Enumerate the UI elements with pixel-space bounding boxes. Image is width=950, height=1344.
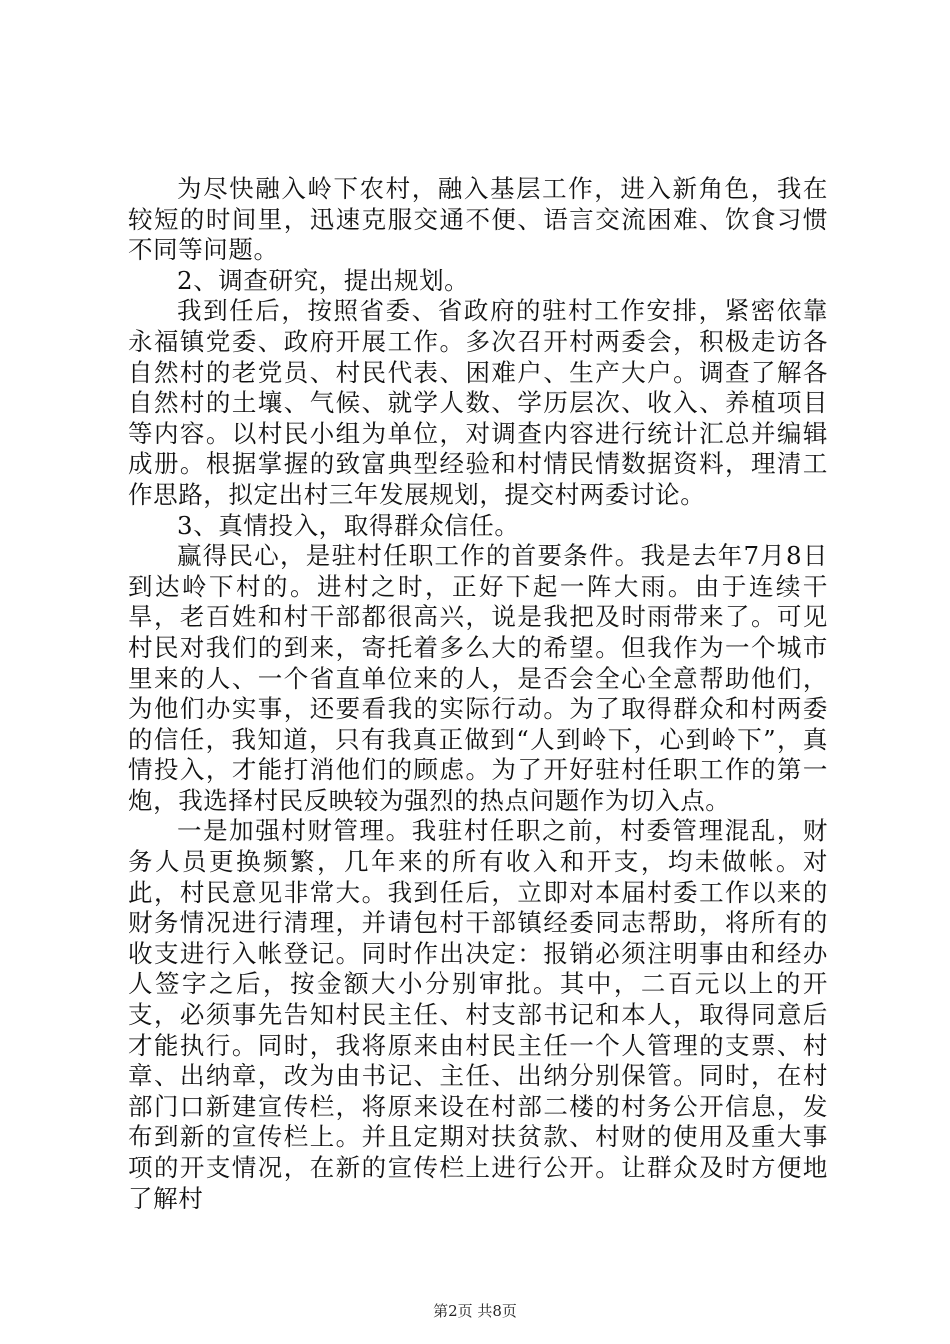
page-number-footer: 第2页 共8页 [433,1302,517,1320]
document-body [128,174,828,1214]
paragraph-integration: 为尽快融入岭下农村，融入基层工作，进入新角色，我在较短的时间里，迅速克服交通不便、语言交流困难、饮食习惯不同等问题。 [128,174,828,265]
heading-research-planning: 2、调查研究，提出规划。 [177,265,470,295]
paragraph-finance-management: 一是加强村财管理。我驻村任职之前，村委管理混乱，财务人员更换频繁，几年来的所有收入和开支，均未做帐。对此，村民意见非常大。我到任后，立即对本届村委工作以来的财务情况进行清理，并请包村干部镇经委同志帮助，将所有的收支进行入帐登记。同时作出决定：报销必须注明事由和经办人签字之后，按金额大小分别审批。其中，二百元以上的开支，必须事先告知村民主任、村支部书记和本人，取得同意后才能执行。同时，我将原来由村民主任一个人管理的支票、村章、出纳章，改为由书记、主任、出纳分别保管。同时，在村部门口新建宣传栏，将原来设在村部二楼的村务公开信息，发布到新的宣传栏上。并且定期对扶贫款、村财的使用及重大事项的开支情况，在新的宣传栏上进行公开。让群众及时方便地了解村 [128,816,828,1213]
paragraph-research: 我到任后，按照省委、省政府的驻村工作安排，紧密依靠永福镇党委、政府开展工作。多次召开村两委会，积极走访各自然村的老党员、村民代表、困难户、生产大户。调查了解各自然村的土壤、气候、就学人数、学历层次、收入、养植项目等内容。以村民小组为单位，对调查内容进行统计汇总并编辑成册。根据掌握的致富典型经验和村情民情数据资料，理清工作思路，拟定出村三年发展规划，提交村两委讨论。 [128,296,828,509]
heading-gain-trust: 3、真情投入，取得群众信任。 [177,510,520,540]
paragraph-trust: 赢得民心，是驻村任职工作的首要条件。我是去年7月8日到达岭下村的。进村之时，正好下起一阵大雨。由于连续干旱，老百姓和村干部都很高兴，说是我把及时雨带来了。可见村民对我们的到来，寄托着多么大的希望。但我作为一个城市里来的人、一个省直单位来的人，是否会全心全意帮助他们，为他们办实事，还要看我的实际行动。为了取得群众和村两委的信任，我知道，只有我真正做到“人到岭下，心到岭下”，真情投入，才能打消他们的顾虑。为了开好驻村任职工作的第一炮，我选择村民反映较为强烈的热点问题作为切入点。 [128,541,828,815]
